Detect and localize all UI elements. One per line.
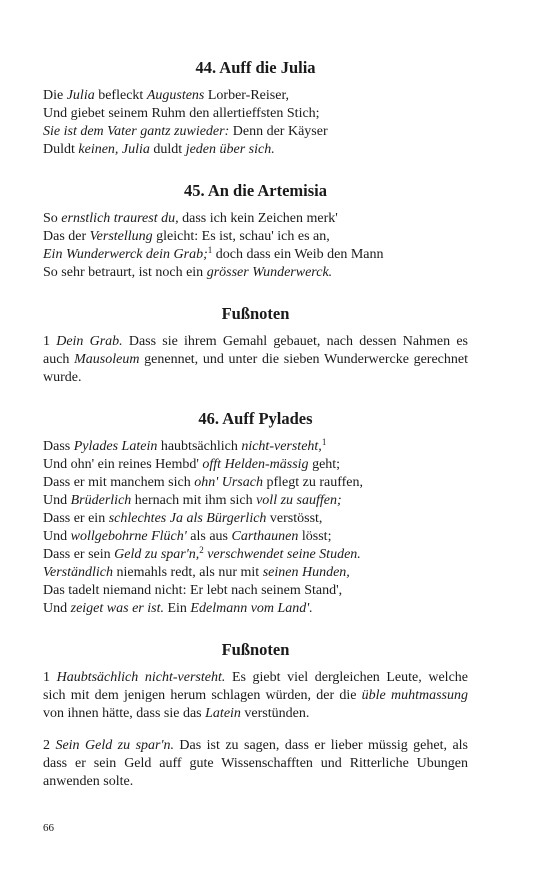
- italic-text: ohn' Ursach: [194, 475, 263, 490]
- text-run: Dass er sein: [43, 547, 115, 562]
- italic-text: Sie ist dem Vater gantz zuwieder:: [43, 124, 230, 139]
- verse-line: [43, 246, 468, 264]
- poem-verse: [43, 210, 468, 282]
- italic-text: ernstlich traurest du,: [61, 211, 179, 226]
- poem-verse: [43, 87, 468, 159]
- footnote-text: [43, 737, 468, 791]
- verse-line: [43, 528, 468, 546]
- text-run: Und ohn' ein reines Hembd': [43, 457, 203, 472]
- text-run: verstünden.: [240, 706, 310, 721]
- verse-line: [43, 210, 468, 228]
- italic-text: voll zu sauffen;: [256, 493, 342, 508]
- footnotes-heading: Fußnoten: [221, 640, 290, 659]
- verse-line: [43, 141, 468, 159]
- italic-text: keinen, Julia: [78, 142, 150, 157]
- text-run: Dass er ein: [43, 511, 109, 526]
- text-run: doch dass ein Weib den Mann: [212, 247, 384, 262]
- text-run: gleicht: Es ist, schau' ich es an,: [152, 229, 330, 244]
- verse-line: [43, 582, 468, 600]
- italic-text: verschwendet seine Studen.: [203, 547, 361, 562]
- text-run: So sehr betraurt, ist noch ein: [43, 265, 207, 280]
- text-run: dass ich kein Zeichen merk': [178, 211, 338, 226]
- verse-line: [43, 456, 468, 474]
- text-run: Das ist zu sagen, dass er lieber müssig gehet, als dass er sein Geld auff gute Wissenschafften und Ritterliche Ubungen anwenden solte.: [43, 738, 468, 789]
- page-number: 66: [43, 822, 54, 834]
- text-run: lösst;: [298, 529, 332, 544]
- italic-text: Carthaunen: [231, 529, 299, 544]
- text-run: Dass sie ihrem Gemahl gebauet, nach dessen Nahmen es auch: [43, 334, 469, 367]
- footnote-list: [43, 333, 468, 387]
- poem-45: [43, 181, 468, 282]
- text-run: als aus: [186, 529, 232, 544]
- poem-verse: [43, 438, 468, 618]
- verse-line: [43, 492, 468, 510]
- text-run: Und: [43, 601, 71, 616]
- italic-text: wollgebohrne Flüch': [70, 529, 187, 544]
- verse-line: [43, 474, 468, 492]
- poem-44: [43, 58, 468, 159]
- italic-text: Brüderlich: [70, 493, 132, 508]
- footnotes-section: [43, 304, 468, 387]
- italic-text: Pylades Latein: [73, 439, 158, 454]
- text-run: So: [43, 211, 62, 226]
- italic-text: Sein Geld zu spar'n.: [55, 738, 174, 753]
- italic-text: nicht-versteht,: [241, 439, 322, 454]
- italic-text: seinen Hunden,: [262, 565, 350, 580]
- italic-text: Julia: [66, 88, 95, 103]
- text-run: Ein: [163, 601, 191, 616]
- italic-text: Verständlich: [43, 565, 113, 580]
- footnote-ref: 1: [321, 437, 327, 447]
- poem-title: 45. An die Artemisia: [184, 181, 327, 200]
- text-run: von ihnen hätte, dass sie das: [43, 706, 206, 721]
- poem-title: 44. Auff die Julia: [195, 58, 316, 77]
- verse-line: [43, 600, 468, 618]
- italic-text: Mausoleum: [74, 352, 140, 367]
- verse-line: [43, 510, 468, 528]
- verse-line: [43, 123, 468, 141]
- italic-text: grösser Wunderwerck.: [206, 265, 333, 280]
- italic-text: jeden über sich.: [185, 142, 275, 157]
- footnote-text: [43, 669, 468, 723]
- poem-46: [43, 409, 468, 618]
- text-run: Die: [43, 88, 67, 103]
- text-run: hernach mit ihm sich: [131, 493, 257, 508]
- text-run: Denn der Käyser: [229, 124, 328, 139]
- text-run: befleckt: [94, 88, 147, 103]
- footnote-ref: 1: [207, 245, 213, 255]
- text-run: 1: [43, 334, 57, 349]
- text-run: Und: [43, 529, 71, 544]
- text-run: duldt: [149, 142, 186, 157]
- italic-text: schlechtes Ja als Bürgerlich: [108, 511, 267, 526]
- text-run: niemahls redt, als nur mit: [113, 565, 263, 580]
- page-content: [43, 58, 468, 813]
- text-run: 1: [43, 670, 57, 685]
- text-run: Und giebet seinem Ruhm den allertieffsten Stich;: [43, 106, 320, 121]
- text-run: Das der: [43, 229, 90, 244]
- italic-text: Latein: [205, 706, 241, 721]
- italic-text: Geld zu spar'n,: [114, 547, 200, 562]
- footnote-list: [43, 669, 468, 791]
- italic-text: zeiget was er ist.: [70, 601, 164, 616]
- text-run: Und: [43, 493, 71, 508]
- verse-line: [43, 546, 468, 564]
- text-run: geht;: [308, 457, 341, 472]
- footnotes-heading: Fußnoten: [221, 304, 290, 323]
- footnote-ref: 2: [199, 545, 204, 555]
- verse-line: [43, 228, 468, 246]
- text-run: genennet, und unter die sieben Wunderwercke gerechnet wurde.: [43, 352, 469, 385]
- text-run: Das tadelt niemand nicht: Er lebt nach seinem Stand',: [43, 583, 343, 598]
- footnote-text: [43, 333, 468, 387]
- verse-line: [43, 105, 468, 123]
- verse-line: [43, 438, 468, 456]
- text-run: Dass er mit manchem sich: [43, 475, 195, 490]
- italic-text: Ein Wunderwerck dein Grab;: [43, 247, 208, 262]
- text-run: 2: [43, 738, 56, 753]
- poem-title: 46. Auff Pylades: [198, 409, 313, 428]
- italic-text: Verstellung: [89, 229, 153, 244]
- verse-line: [43, 564, 468, 582]
- text-run: pflegt zu rauffen,: [262, 475, 363, 490]
- italic-text: Haubtsächlich nicht-versteht.: [56, 670, 226, 685]
- text-run: haubtsächlich: [157, 439, 242, 454]
- text-run: verstösst,: [266, 511, 323, 526]
- italic-text: Dein Grab.: [56, 334, 123, 349]
- italic-text: üble muhtmassung: [361, 688, 468, 703]
- verse-line: [43, 264, 468, 282]
- verse-line: [43, 87, 468, 105]
- footnotes-section: [43, 640, 468, 791]
- text-run: Lorber-Reiser,: [204, 88, 290, 103]
- italic-text: Edelmann vom Land'.: [190, 601, 313, 616]
- text-run: Duldt: [43, 142, 79, 157]
- italic-text: Augustens: [146, 88, 205, 103]
- italic-text: offt Helden-mässig: [202, 457, 309, 472]
- text-run: Es giebt viel dergleichen Leute, welche sich mit dem jenigen herum schlagen würden, der die: [43, 670, 468, 703]
- text-run: Dass: [43, 439, 74, 454]
